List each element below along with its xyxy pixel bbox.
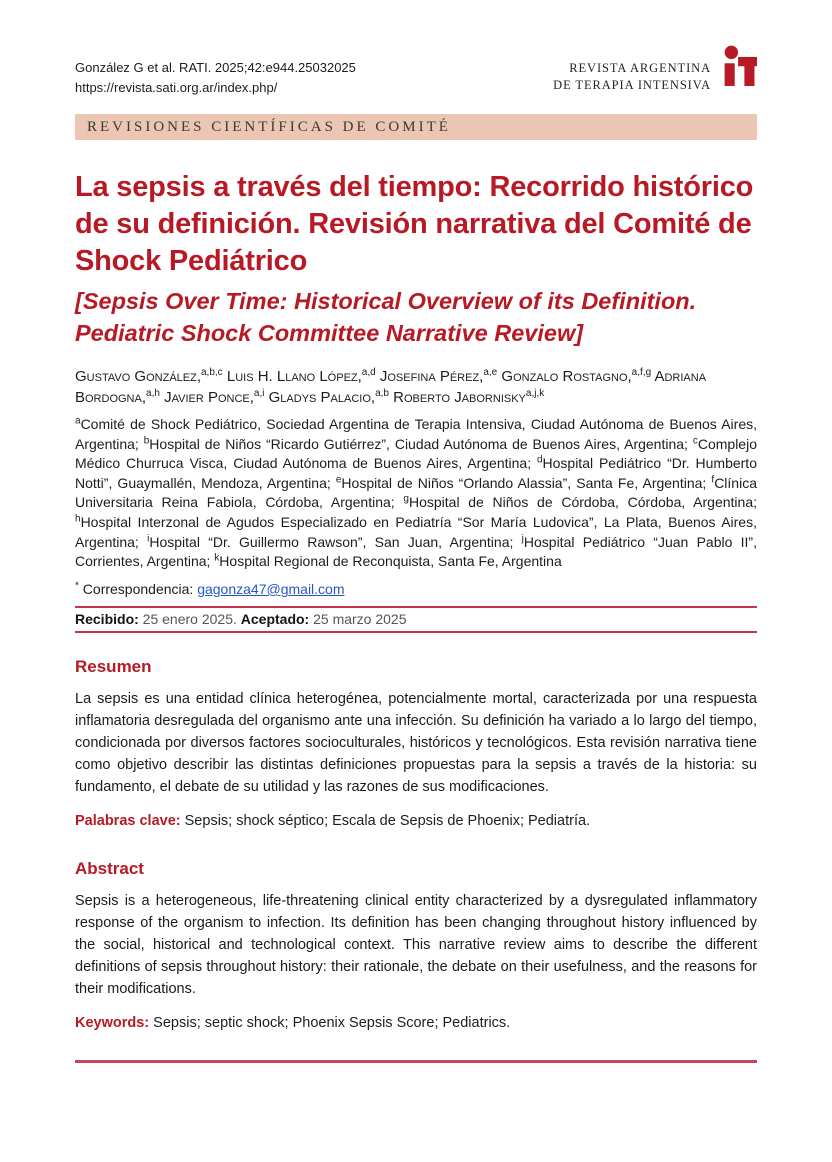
journal-name-line2: DE TERAPIA INTENSIVA	[553, 78, 711, 93]
bottom-divider	[75, 1060, 757, 1063]
accepted-date: 25 marzo 2025	[309, 610, 407, 627]
journal-logo	[553, 44, 757, 96]
citation-line: González G et al. RATI. 2025;42:e944.25032025	[75, 60, 356, 75]
dates-strip	[75, 606, 757, 633]
journal-wordmark	[553, 60, 711, 96]
received-label: Recibido:	[75, 610, 139, 627]
palabras-clave-value: Sepsis; shock séptico; Escala de Sepsis de Phoenix; Pediatría.	[184, 813, 591, 830]
journal-name-line1: REVISTA ARGENTINA	[569, 61, 711, 76]
page-header	[75, 0, 757, 97]
person-figure-icon	[720, 44, 757, 96]
citation-block	[75, 44, 356, 97]
correspondence-marker: *	[75, 580, 79, 592]
resumen-body: La sepsis es una entidad clínica heterogénea, potencialmente mortal, caracterizada por una respuesta inflamatoria desregulada del organismo ante una infección. Su definición ha variado a lo largo del tiempo, condicionada por diversos factores socioculturales, históricos y tecnológicos. Esta revisión narrativa tiene como objetivo describir las distintas definiciones propuestas para la sepsis a través de la historia: su fundamento, el debate de su utilidad y las razones de sus modificaciones.	[75, 690, 757, 795]
abstract-heading: Abstract	[75, 859, 144, 879]
correspondence-line	[75, 581, 757, 597]
section-banner	[75, 114, 757, 140]
received-date: 25 enero 2025.	[138, 610, 241, 627]
article-title-spanish: La sepsis a través del tiempo: Recorrido histórico de su definición. Revisión narrativa del Comité de Shock Pediátrico	[75, 171, 754, 277]
palabras-clave-label: Palabras clave:	[75, 813, 185, 830]
journal-url: https://revista.sati.org.ar/index.php/	[75, 79, 278, 95]
abstract-body: Sepsis is a heterogeneous, life-threatening clinical entity characterized by a dysregulated inflammatory response of the organism to infection. Its definition has been changing throughout history influenced by the social, historical and technological context. This narrative review aims to describe the different definitions of sepsis throughout history: their rationale, the debate on their usefulness, and the reasons for their modifications.	[75, 893, 757, 998]
affiliations-block: $^a$Comité de Shock Pediátrico, Sociedad Argentina de Terapia Intensiva, Ciudad Autónoma de Buenos Aires, Argentina; $^b$Hospital de Niños “Ricardo Gutiérrez”, Ciudad Autónoma de Buenos Aires, Argentina; $^c$Complejo Médico Churruca Visca, Ciudad Autónoma de Buenos Aires, Argentina; $^d$Hospital Pediátrico “Dr. Humberto Notti”, Guaymallén, Mendoza, Argentina; $^e$Hospital de Niños “Orlando Alassia”, Santa Fe, Argentina; $^f$Clínica Universitaria Reina Fabiola, Córdoba, Argentina; $^g$Hospital de Niños de Córdoba, Córdoba, Argentina; $^h$Hospital Interzonal de Agudos Especializado en Pediatría “Sor María Ludovica”, La Plata, Buenos Aires, Argentina; $^i$Hospital “Dr. Guillermo Rawson”, San Juan, Argentina; $^j$Hospital Pediátrico “Juan Pablo II”, Corrientes, Argentina; $^k$Hospital Regional de Reconquista, Santa Fe, Argentina	[75, 415, 757, 570]
keywords-line	[75, 1013, 757, 1034]
accepted-label: Aceptado:	[240, 610, 310, 627]
article-title-english: [Sepsis Over Time: Historical Overview of its Definition. Pediatric Shock Committee Narrative Review]	[75, 288, 697, 346]
correspondence-email-link[interactable]: gagonza47@gmail.com	[197, 580, 345, 597]
section-banner-label: REVISIONES CIENTÍFICAS DE COMITÉ	[87, 119, 451, 135]
keywords-label: Keywords:	[75, 1015, 154, 1032]
authors-line: Gustavo González,$^{a,b,c}$ Luis H. Llano López,$^{a,d}$ Josefina Pérez,$^{a,e}$ Gonzalo Rostagno,$^{a,f,g}$ Adriana Bordogna,$^{a,h}$ Javier Ponce,$^{a,i}$ Gladys Palacio,$^{a,b}$ Roberto Jabornisky$^{a,j,k}$	[75, 366, 707, 406]
keywords-value: Sepsis; septic shock; Phoenix Sepsis Score; Pediatrics.	[153, 1015, 511, 1032]
correspondence-label: Correspondencia:	[78, 580, 198, 597]
resumen-heading: Resumen	[75, 656, 152, 676]
palabras-clave-line	[75, 811, 757, 832]
